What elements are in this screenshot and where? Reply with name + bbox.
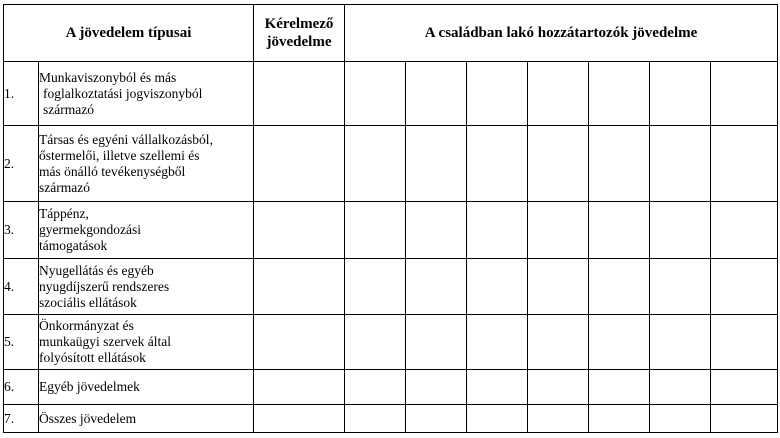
family-member-income-cell[interactable] (650, 62, 711, 126)
income-type-line: foglalkoztatási jogviszonyból (43, 85, 203, 101)
header-income-type: A jövedelem típusai (4, 5, 254, 62)
family-member-income-cell[interactable] (711, 126, 778, 202)
family-member-income-cell[interactable] (467, 126, 528, 202)
table-row (4, 405, 778, 433)
header-applicant-income: Kérelmező jövedelme (254, 5, 345, 62)
header-family-income: A családban lakó hozzátartozók jövedelme (345, 5, 778, 62)
header-row (4, 5, 778, 62)
family-member-income-cell[interactable] (650, 259, 711, 315)
family-member-income-cell[interactable] (589, 126, 650, 202)
income-type-line: szociális ellátások (39, 294, 137, 310)
family-member-income-cell[interactable] (589, 405, 650, 433)
table-row (4, 126, 778, 202)
family-member-income-cell[interactable] (711, 202, 778, 259)
family-member-income-cell[interactable] (345, 202, 406, 259)
income-type-line: támogatások (39, 238, 108, 253)
family-member-income-cell[interactable] (650, 315, 711, 370)
family-member-income-cell[interactable] (711, 62, 778, 126)
income-type-line: Társas és egyéni vállalkozásból, (39, 131, 213, 147)
income-type-label (39, 202, 254, 259)
income-type-line: gyermekgondozási (39, 222, 141, 237)
family-member-income-cell[interactable] (528, 62, 589, 126)
income-type-line: más önálló tevékenységből (39, 163, 186, 179)
family-member-income-cell[interactable] (711, 405, 778, 433)
family-member-income-cell[interactable] (345, 405, 406, 433)
table-row (4, 259, 778, 315)
family-member-income-cell[interactable] (650, 370, 711, 405)
family-member-income-cell[interactable] (406, 315, 467, 370)
income-type-line: nyugdíjszerű rendszeres (39, 278, 170, 294)
family-member-income-cell[interactable] (345, 62, 406, 126)
family-member-income-cell[interactable] (589, 62, 650, 126)
row-number: 3. (4, 202, 39, 259)
applicant-income-cell[interactable] (254, 370, 345, 405)
income-type-line: Nyugellátás és egyéb (39, 262, 154, 278)
family-member-income-cell[interactable] (345, 259, 406, 315)
applicant-income-cell[interactable] (254, 405, 345, 433)
income-type-label (39, 315, 254, 370)
family-member-income-cell[interactable] (406, 126, 467, 202)
family-member-income-cell[interactable] (467, 370, 528, 405)
applicant-income-cell[interactable] (254, 62, 345, 126)
applicant-income-cell[interactable] (254, 259, 345, 315)
row-number: 2. (4, 126, 39, 202)
row-number: 7. (4, 405, 39, 433)
income-type-line: őstermelői, illetve szellemi és (39, 147, 200, 163)
family-member-income-cell[interactable] (589, 315, 650, 370)
income-type-line: folyósított ellátások (39, 350, 146, 365)
family-member-income-cell[interactable] (467, 202, 528, 259)
table-row (4, 202, 778, 259)
family-member-income-cell[interactable] (528, 126, 589, 202)
family-member-income-cell[interactable] (528, 405, 589, 433)
family-member-income-cell[interactable] (650, 126, 711, 202)
income-table (3, 4, 778, 433)
row-number: 6. (4, 370, 39, 405)
family-member-income-cell[interactable] (589, 259, 650, 315)
family-member-income-cell[interactable] (406, 370, 467, 405)
family-member-income-cell[interactable] (711, 259, 778, 315)
family-member-income-cell[interactable] (711, 370, 778, 405)
income-type-line: származó (43, 101, 94, 117)
table-row (4, 370, 778, 405)
family-member-income-cell[interactable] (467, 259, 528, 315)
income-type-label (39, 62, 254, 126)
family-member-income-cell[interactable] (528, 315, 589, 370)
row-number: 5. (4, 315, 39, 370)
family-member-income-cell[interactable] (406, 62, 467, 126)
income-type-line: Táppénz, (39, 206, 89, 221)
family-member-income-cell[interactable] (406, 405, 467, 433)
income-type-line: származó (39, 179, 90, 195)
income-type-line: Önkormányzat és (39, 318, 134, 333)
family-member-income-cell[interactable] (467, 315, 528, 370)
family-member-income-cell[interactable] (650, 405, 711, 433)
family-member-income-cell[interactable] (467, 405, 528, 433)
family-member-income-cell[interactable] (711, 315, 778, 370)
family-member-income-cell[interactable] (406, 259, 467, 315)
income-type-line: Munkaviszonyból és más (39, 69, 177, 85)
family-member-income-cell[interactable] (467, 62, 528, 126)
family-member-income-cell[interactable] (528, 370, 589, 405)
row-number: 1. (4, 62, 39, 126)
family-member-income-cell[interactable] (345, 315, 406, 370)
income-type-label (39, 259, 254, 315)
family-member-income-cell[interactable] (345, 370, 406, 405)
income-type-line: Egyéb jövedelmek (39, 379, 140, 394)
family-member-income-cell[interactable] (406, 202, 467, 259)
table-row (4, 62, 778, 126)
family-member-income-cell[interactable] (650, 202, 711, 259)
family-member-income-cell[interactable] (589, 202, 650, 259)
family-member-income-cell[interactable] (345, 126, 406, 202)
applicant-income-cell[interactable] (254, 315, 345, 370)
applicant-income-cell[interactable] (254, 202, 345, 259)
income-type-line: munkaügyi szervek által (39, 334, 171, 349)
row-number: 4. (4, 259, 39, 315)
table-row (4, 315, 778, 370)
family-member-income-cell[interactable] (589, 370, 650, 405)
income-type-line: Összes jövedelem (39, 410, 137, 426)
family-member-income-cell[interactable] (528, 259, 589, 315)
income-type-label (39, 126, 254, 202)
family-member-income-cell[interactable] (528, 202, 589, 259)
income-type-label (39, 370, 254, 405)
applicant-income-cell[interactable] (254, 126, 345, 202)
income-type-label (39, 405, 254, 433)
